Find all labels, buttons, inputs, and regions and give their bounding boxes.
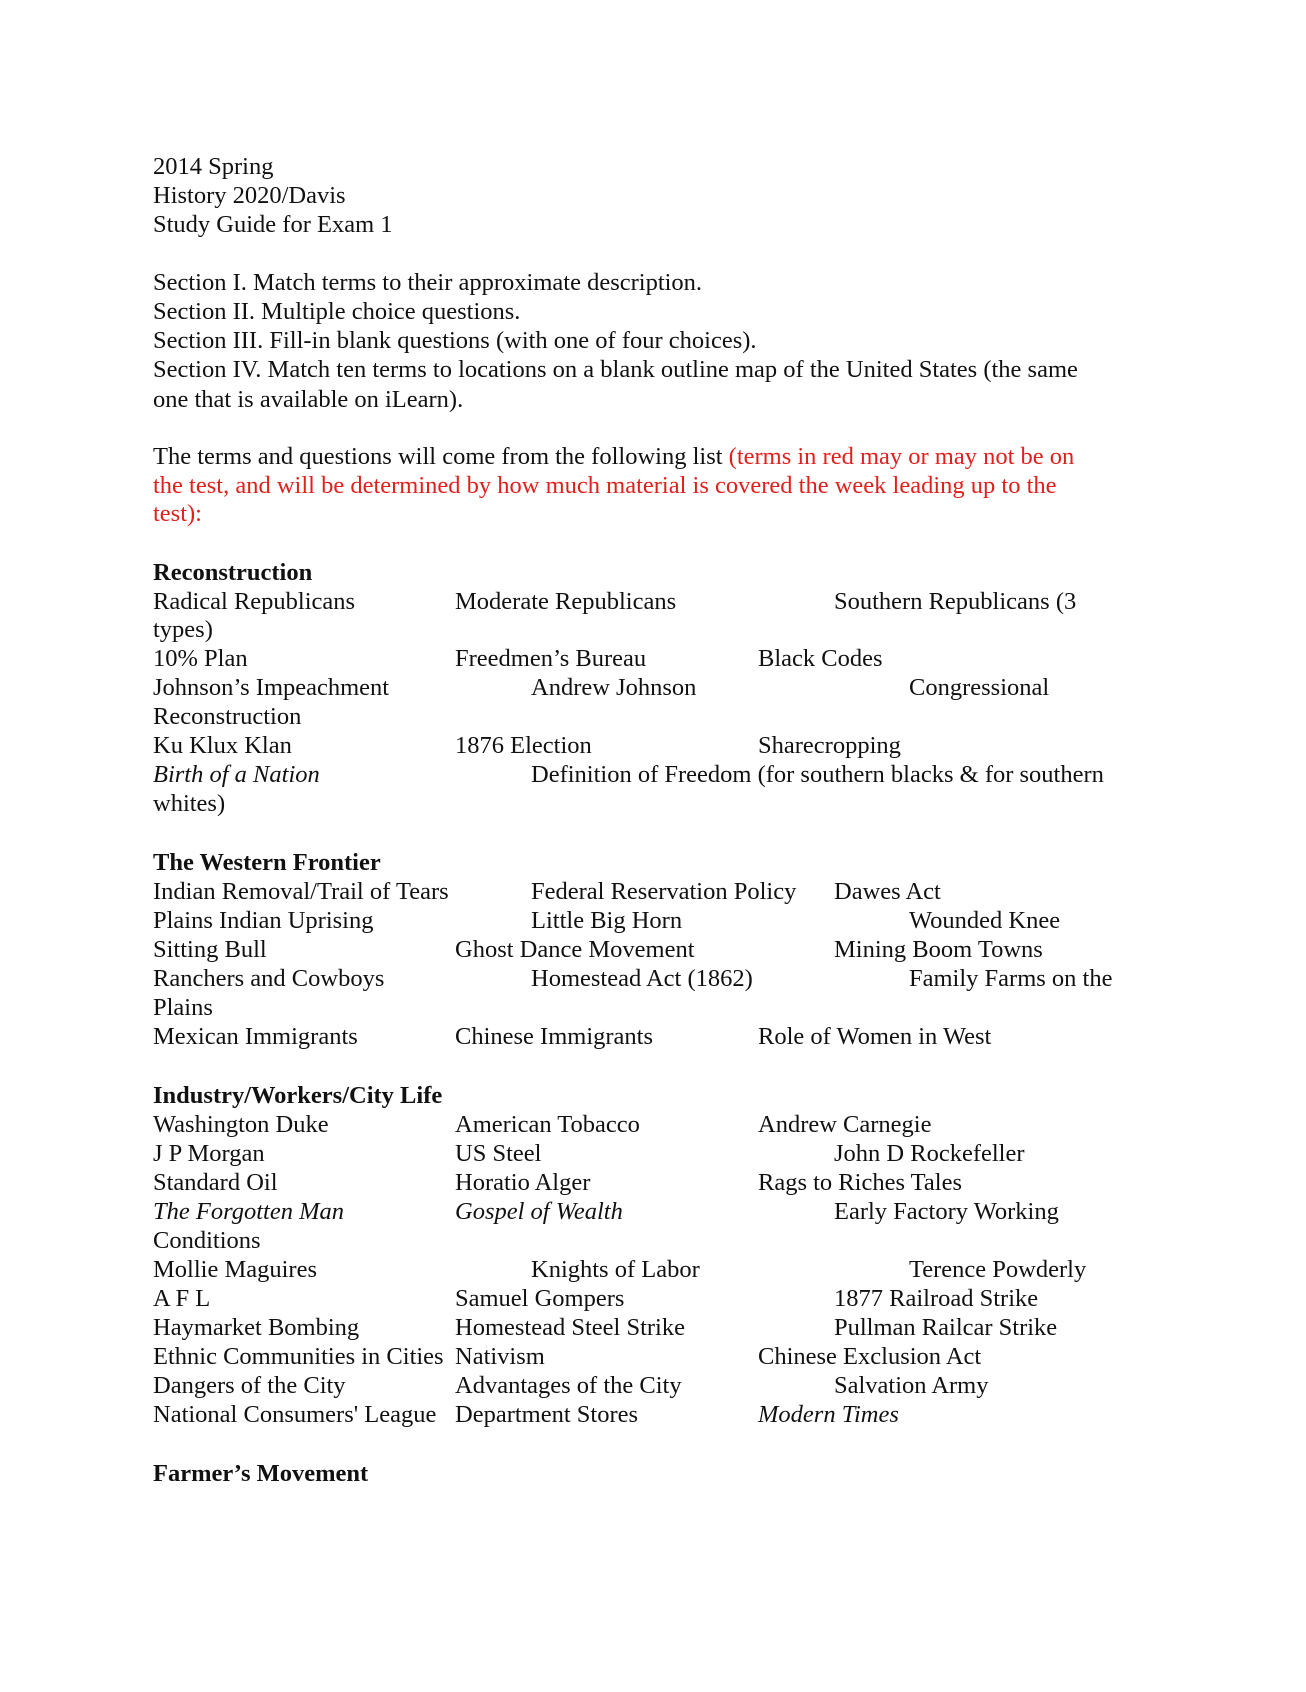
course-label: History 2020/Davis [153,182,346,209]
term-item-continued: Conditions [153,1227,261,1254]
term-item: Washington Duke [153,1111,329,1138]
term-item: Rags to Riches Tales [758,1169,963,1196]
term-item: Mollie Maguires [153,1256,317,1283]
term-item: Dangers of the City [153,1372,346,1399]
term-item: Family Farms on the [909,965,1113,992]
western-frontier-heading: The Western Frontier [153,849,381,876]
term-item: Wounded Knee [909,907,1061,934]
term-item-continued: types) [153,616,213,643]
term-item: Samuel Gompers [455,1285,625,1312]
term-item: The Forgotten Man [153,1198,344,1225]
term-item: Little Big Horn [531,907,683,934]
term-item: John D Rockefeller [834,1140,1025,1167]
term-item: Department Stores [455,1401,639,1428]
red-note-text: (terms in red may or may not be on [728,443,1075,470]
industry-heading: Industry/Workers/City Life [153,1082,443,1109]
term-item: Salvation Army [834,1372,989,1399]
section-four-text-continued: one that is available on iLearn). [153,386,464,413]
term-item: A F L [153,1285,211,1312]
farmers-movement-heading: Farmer’s Movement [153,1460,369,1487]
term-item: Chinese Immigrants [455,1023,654,1050]
document-title: Study Guide for Exam 1 [153,211,393,238]
term-item: Ranchers and Cowboys [153,965,385,992]
term-item: Sitting Bull [153,936,267,963]
term-item: Southern Republicans (3 [834,588,1077,615]
red-note-text-end: test): [153,500,202,527]
section-two-text: Section II. Multiple choice questions. [153,298,521,325]
term-item: Ghost Dance Movement [455,936,695,963]
term-item: Andrew Carnegie [758,1111,932,1138]
term-item: Nativism [455,1343,545,1370]
term-item: Haymarket Bombing [153,1314,360,1341]
term-item: Federal Reservation Policy [531,878,797,905]
term-item: Chinese Exclusion Act [758,1343,982,1370]
term-item: Black Codes [758,645,883,672]
term-item: Role of Women in West [758,1023,992,1050]
term-item: Plains Indian Uprising [153,907,374,934]
term-item: American Tobacco [455,1111,640,1138]
term-item: Congressional [909,674,1050,701]
term-item: Indian Removal/Trail of Tears [153,878,449,905]
term-item: Early Factory Working [834,1198,1059,1225]
term-item: Freedmen’s Bureau [455,645,647,672]
term-item: Ethnic Communities in Cities [153,1343,444,1370]
term-item: Dawes Act [834,878,941,905]
term-item: National Consumers' League [153,1401,437,1428]
term-item-continued: whites) [153,790,226,817]
reconstruction-heading: Reconstruction [153,559,313,586]
term-item: Definition of Freedom (for southern blacks & for southern [531,761,1104,788]
term-item: Horatio Alger [455,1169,591,1196]
term-item: Knights of Labor [531,1256,700,1283]
term-item: Modern Times [758,1401,899,1428]
term-item: Standard Oil [153,1169,278,1196]
term-item: Johnson’s Impeachment [153,674,390,701]
term-item: US Steel [455,1140,542,1167]
red-note-text-continued: the test, and will be determined by how much material is covered the week leading up to the [153,472,1057,499]
intro-text: The terms and questions will come from the following list [153,443,729,470]
term-item: 10% Plan [153,645,248,672]
term-item: Birth of a Nation [153,761,320,788]
term-item: Advantages of the City [455,1372,682,1399]
term-item: Pullman Railcar Strike [834,1314,1058,1341]
section-four-text: Section IV. Match ten terms to locations on a blank outline map of the United States (the same [153,356,1078,383]
term-item: Andrew Johnson [531,674,697,701]
intro-paragraph [153,442,1074,472]
section-one-text: Section I. Match terms to their approximate description. [153,269,703,296]
term-label: 2014 Spring [153,153,274,180]
term-item: Terence Powderly [909,1256,1087,1283]
term-item: Mining Boom Towns [834,936,1043,963]
section-three-text: Section III. Fill-in blank questions (with one of four choices). [153,327,757,354]
term-item: 1876 Election [455,732,592,759]
term-item-continued: Reconstruction [153,703,302,730]
term-item: Gospel of Wealth [455,1198,623,1225]
term-item: Homestead Act (1862) [531,965,753,992]
term-item: Mexican Immigrants [153,1023,358,1050]
term-item: 1877 Railroad Strike [834,1285,1039,1312]
term-item-continued: Plains [153,994,213,1021]
term-item: Ku Klux Klan [153,732,292,759]
term-item: Homestead Steel Strike [455,1314,685,1341]
term-item: Moderate Republicans [455,588,677,615]
term-item: Radical Republicans [153,588,356,615]
term-item: J P Morgan [153,1140,265,1167]
term-item: Sharecropping [758,732,901,759]
